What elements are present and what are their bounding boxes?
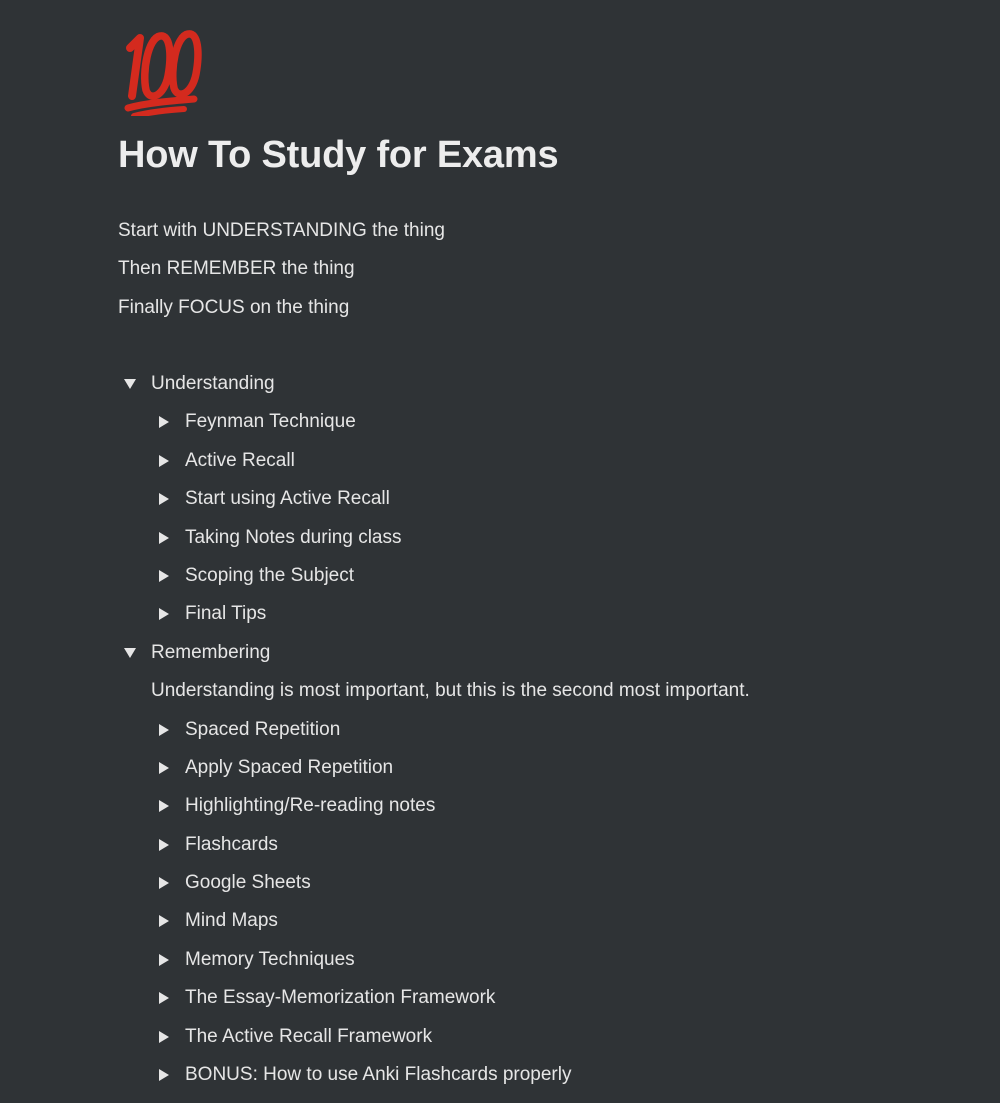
- toggle-collapsed-icon[interactable]: [152, 711, 176, 749]
- toggle-item[interactable]: [118, 749, 978, 787]
- toggle-expanded-icon[interactable]: [118, 365, 142, 403]
- toggle-item[interactable]: [118, 442, 978, 480]
- toggle-item[interactable]: [118, 941, 978, 979]
- toggle-label: Final Tips: [185, 603, 267, 625]
- toggle-collapsed-icon[interactable]: [152, 442, 176, 480]
- toggle-item[interactable]: [118, 711, 978, 749]
- toggle-collapsed-icon[interactable]: [152, 979, 176, 1017]
- toggle-item[interactable]: [118, 557, 978, 595]
- toggle-label: Mind Maps: [185, 910, 278, 932]
- toggle-label: Remembering: [151, 641, 271, 663]
- hundred-points-icon[interactable]: [122, 24, 204, 116]
- toggle-label: Active Recall: [185, 449, 295, 471]
- toggle-label: Spaced Repetition: [185, 718, 341, 740]
- toggle-item[interactable]: [118, 403, 978, 441]
- toggle-item[interactable]: [118, 1056, 978, 1094]
- toggle-collapsed-icon[interactable]: [152, 826, 176, 864]
- toggle-collapsed-icon[interactable]: [152, 557, 176, 595]
- toggle-item[interactable]: [118, 864, 978, 902]
- toggle-collapsed-icon[interactable]: [152, 1056, 176, 1094]
- toggle-label: Memory Techniques: [185, 948, 355, 970]
- section-description: [118, 672, 978, 710]
- toggle-collapsed-icon[interactable]: [152, 749, 176, 787]
- toggle-item[interactable]: [118, 1018, 978, 1056]
- toggle-label: The Active Recall Framework: [185, 1025, 433, 1047]
- description-text: Understanding is most important, but this is the second most important.: [151, 680, 750, 702]
- toggle-collapsed-icon[interactable]: [152, 519, 176, 557]
- toggle-expanded-icon[interactable]: [118, 634, 142, 672]
- toggle-item[interactable]: [118, 902, 978, 940]
- toggle-outline: [118, 365, 978, 1094]
- toggle-collapsed-icon[interactable]: [152, 595, 176, 633]
- toggle-collapsed-icon[interactable]: [152, 1018, 176, 1056]
- toggle-collapsed-icon[interactable]: [152, 787, 176, 825]
- toggle-label: Taking Notes during class: [185, 526, 402, 548]
- toggle-item[interactable]: [118, 826, 978, 864]
- toggle-label: Highlighting/Re-reading notes: [185, 795, 436, 817]
- toggle-collapsed-icon[interactable]: [152, 941, 176, 979]
- toggle-understanding[interactable]: [118, 365, 978, 403]
- toggle-item[interactable]: [118, 519, 978, 557]
- intro-line: Start with UNDERSTANDING the thing: [118, 220, 445, 241]
- toggle-label: Google Sheets: [185, 872, 311, 894]
- toggle-label: Start using Active Recall: [185, 488, 390, 510]
- toggle-item[interactable]: [118, 979, 978, 1017]
- toggle-remembering[interactable]: [118, 634, 978, 672]
- toggle-collapsed-icon[interactable]: [152, 902, 176, 940]
- toggle-item[interactable]: [118, 595, 978, 633]
- toggle-collapsed-icon[interactable]: [152, 864, 176, 902]
- toggle-label: Scoping the Subject: [185, 564, 355, 586]
- toggle-item[interactable]: [118, 480, 978, 518]
- intro-line: Finally FOCUS on the thing: [118, 296, 350, 318]
- toggle-label: Flashcards: [185, 833, 278, 855]
- toggle-label: The Essay-Memorization Framework: [185, 987, 496, 1009]
- toggle-label: Apply Spaced Repetition: [185, 756, 394, 778]
- toggle-label: BONUS: How to use Anki Flashcards properly: [185, 1064, 572, 1086]
- intro-block: [118, 212, 445, 327]
- toggle-label: Understanding: [151, 373, 275, 394]
- toggle-label: Feynman Technique: [185, 411, 356, 433]
- intro-line: Then REMEMBER the thing: [118, 258, 355, 280]
- toggle-item[interactable]: [118, 787, 978, 825]
- page-title: How To Study for Exams: [118, 134, 559, 176]
- toggle-collapsed-icon[interactable]: [152, 480, 176, 518]
- toggle-collapsed-icon[interactable]: [152, 403, 176, 441]
